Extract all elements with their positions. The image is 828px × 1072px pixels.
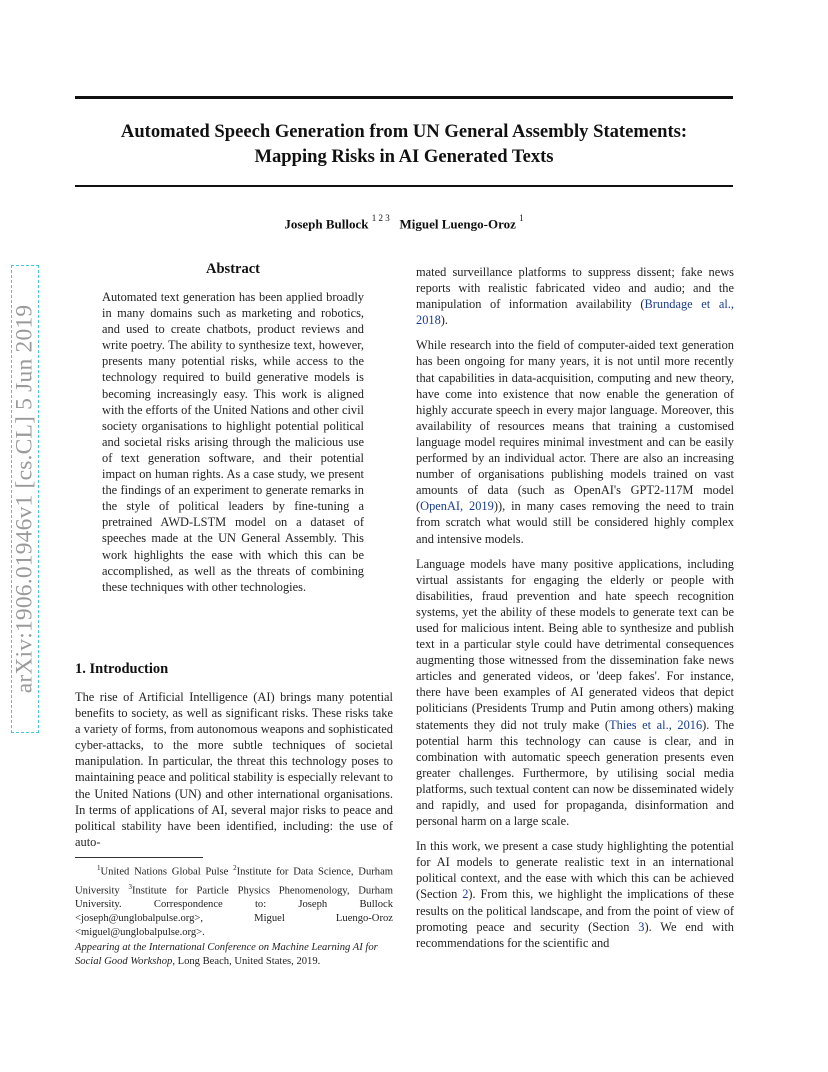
footnote-text: Institute for Data Science, Durham University [75, 866, 394, 897]
author-name: Joseph Bullock [284, 216, 369, 232]
citation-link[interactable]: OpenAI, 2019 [420, 499, 494, 514]
citation-link[interactable]: Thies et al., 2016 [609, 717, 703, 732]
author-name: Miguel Luengo-Oroz [399, 216, 516, 232]
text-run: )), in many cases removing the need to train from scratch what would still be considered highly complex and intensive models. [416, 499, 734, 546]
title-top-rule [75, 96, 733, 99]
footnote-text: Institute for Particle Physics Phenomenology, Durham University. Correspondence to: Joseph Bullock <joseph@unglobalpulse.org>, Miguel Luengo-Oroz <miguel@unglobalpulse.org>. [75, 885, 393, 939]
abstract-heading: Abstract [206, 261, 260, 277]
paragraph [416, 264, 734, 328]
right-column [416, 264, 734, 960]
footnote-text: United Nations Global Pulse [100, 866, 234, 878]
author-affiliation: 1 2 3 [371, 213, 390, 223]
text-run: ). [440, 313, 449, 328]
arxiv-sidebar [0, 0, 42, 1072]
venue-name: Appearing at the International Conference on Machine Learning AI for Social Good Workshop [75, 942, 378, 967]
venue-note [75, 941, 393, 969]
affiliation-footnote [75, 861, 393, 940]
footnote-rule [75, 857, 203, 858]
text-run: In this work, we present a case study highlighting the potential for AI models to generate realistic text in an international political context, and the ease with which this can be achieved (Section [416, 839, 734, 902]
title-line-2: Mapping Risks in AI Generated Texts [254, 146, 554, 167]
section-link[interactable]: 2 [462, 887, 469, 902]
citation-link[interactable]: Brundage et al., 2018 [416, 297, 734, 328]
text-run: mated surveillance platforms to suppress dissent; fake news reports with realistic fabricated video and audio; and the manipulation of information availability ( [416, 265, 734, 312]
footnote-marker: 1 [97, 864, 101, 872]
abstract-text: Automated text generation has been applied broadly in many domains such as marketing and robotics, and used to create chatbots, product reviews and write poetry. The ability to synthesize text, however, presents many potential risks, while access to the technology required to build generative models is becoming increasingly easy. This work is aligned with the efforts of the United Nations and other civil society organisations to highlight potential political and societal risks arising through the malicious use of text generation software, and their potential impact on human rights. As a case study, we present the findings of an experiment to generate remarks in the style of political leaders by fine-tuning a pretrained AWD-LSTM model on a dataset of speeches made at the UN General Assembly. This work highlights the ease with which this can be accomplished, as well as the threats of combining these techniques with other technologies. [102, 290, 364, 594]
paragraph [416, 556, 734, 830]
author-list [75, 215, 733, 232]
paper-title [75, 119, 733, 169]
text-run: ). We end with recommendations for the scientific and [416, 919, 734, 950]
arxiv-identifier[interactable]: arXiv:1906.01946v1 [cs.CL] 5 Jun 2019 [11, 304, 38, 694]
footnote-marker: 3 [128, 882, 132, 891]
title-bottom-rule [75, 185, 733, 187]
footnote-marker: 2 [233, 864, 237, 872]
text-run: Language models have many positive applications, including virtual assistants for engaging the elderly or people with disabilities, fraud prevention and hate speech recognition systems, yet the ability of these models to generate text can be used for malicious intent. Being able to synthesize and publish text in a particular style could have detrimental consequences augmenting those witnessed from the dissemination fake news articles and generated videos, or 'deep fakes'. For instance, there have been examples of AI generated videos that depict politicians (Presidents Trump and Putin among others) making statements they did not truly make ( [416, 556, 734, 732]
text-run: While research into the field of computer-aided text generation has been ongoing for many years, it is not until more recently that capabilities in data-acquisition, computing and new theory, have come into existence that now enable the generation of highly accurate speech in every major language. Moreover, this availability of resources means that training a customised language model requires minimal investment and can be easily performed by an individual actor. There are also an increasing number of organisations publishing models trained on vast amounts of data (such as OpenAI's GPT2-117M model ( [416, 338, 734, 514]
section-heading: 1. Introduction [75, 661, 169, 677]
author-affiliation: 1 [519, 213, 524, 223]
venue-location: , Long Beach, United States, 2019. [172, 956, 321, 967]
title-line-1: Automated Speech Generation from UN General Assembly Statements: [120, 121, 688, 142]
paragraph [416, 838, 734, 951]
text-run: ). The potential harm this technology can cause is clear, and in combination with automatic speech generation presents even greater challenges. Furthermore, by utilising social media platforms, such textual content can now be disseminated widely and rapidly, and used for propaganda, disinformation and personal harm on a large scale. [416, 717, 734, 829]
section-link[interactable]: 3 [638, 919, 645, 934]
paragraph [416, 337, 734, 546]
introduction-text: The rise of Artificial Intelligence (AI) brings many potential benefits to society, as well as significant risks. These risks take a variety of forms, from autonomous weapons and sophisticated cyber-attacks, to the more subtle techniques of societal manipulation. In particular, the threat this technology poses to maintaining peace and political stability is especially relevant to the United Nations (UN) and other international organisations. In terms of applications of AI, several major risks to peace and political stability have been identified, including: the use of auto- [75, 690, 393, 849]
text-run: ). From this, we highlight the implications of these results on the political landscape, and from the point of view of promoting peace and security (Section [416, 887, 734, 934]
